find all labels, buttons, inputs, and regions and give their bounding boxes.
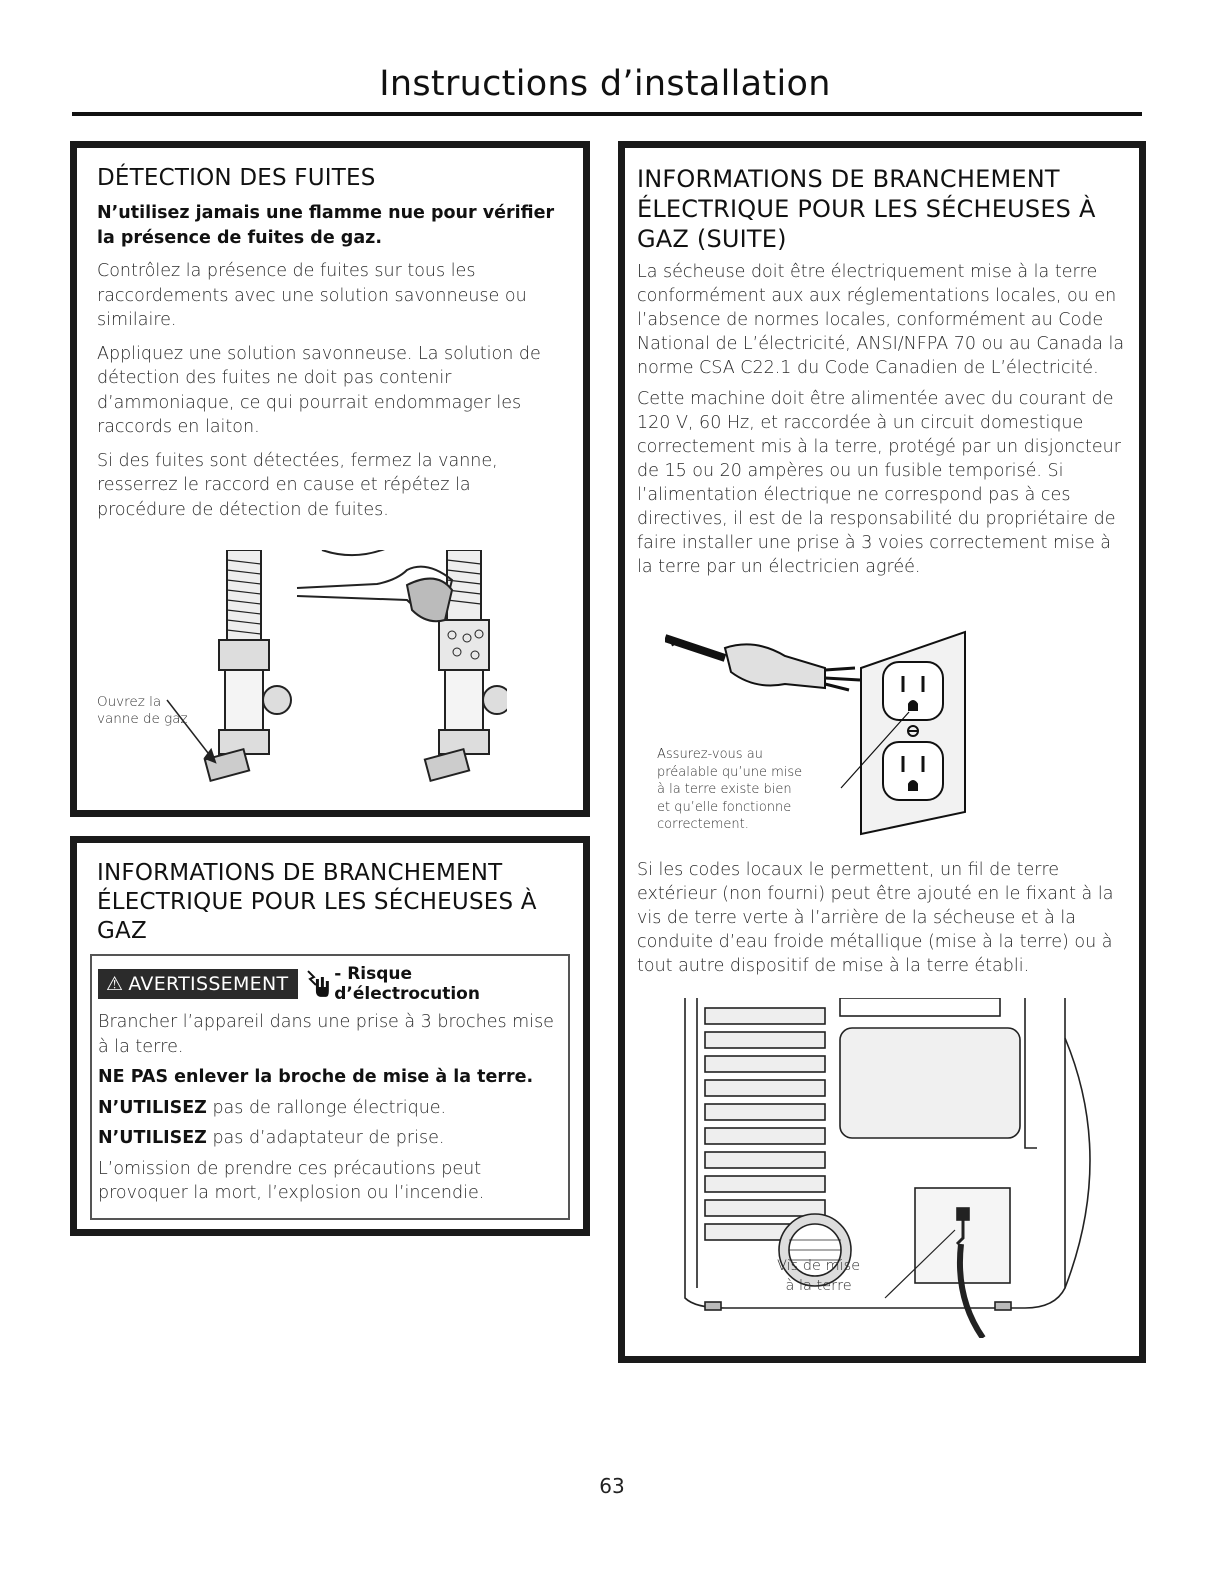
warning-line-3-rest: pas de rallonge électrique.: [206, 1097, 447, 1118]
warning-line-4-bold: N’UTILISEZ: [98, 1128, 207, 1148]
outlet-caption-line2: préalable qu’une mise: [657, 764, 803, 780]
electrical-continued-section: [618, 141, 1146, 1363]
warning-line-3: [98, 1096, 562, 1121]
power-supply-paragraph: Cette machine doit être alimentée avec du courant de 120 V, 60 Hz, et raccordée à un circuit domestique correctement mis à la terre, protégé par un disjoncteur de 15 ou 20 ampères ou un fusible temporisé. Si l’alimentation électrique ne correspond pas à ces directives, il est de la responsabilité du propriétaire de faire installer une prise à 3 voies correctement mise à la terre par un électricien agréé.: [637, 389, 1121, 577]
warning-risk-text: - Risque d’électrocution: [334, 964, 480, 1004]
leak-detection-section: [70, 141, 590, 817]
warning-line-4: [98, 1126, 562, 1151]
page-title: Instructions d’installation: [379, 64, 831, 104]
leak-paragraph-3: Si des fuites sont détectées, fermez la vanne, resserrez le raccord en cause et répétez la procédure de détection de fuites.: [97, 450, 498, 520]
outlet-caption-line1: Assurez-vous au: [657, 747, 763, 762]
ground-screw-caption-line2: à la terre: [785, 1278, 852, 1294]
warning-triangle-icon: ⚠: [106, 973, 124, 995]
electrical-warning-box: [90, 954, 570, 1220]
electrical-section: [70, 836, 590, 1236]
gas-valve-illustration: [107, 550, 507, 800]
valve-caption-line2: vanne de gaz: [97, 711, 188, 727]
title-rule: [72, 112, 1142, 116]
leak-warning: N’utilisez jamais une flamme nue pour vérifier la présence de fuites de gaz.: [97, 203, 555, 248]
outlet-caption-line5: correctement.: [657, 817, 749, 832]
warning-badge: [98, 969, 298, 999]
dryer-back-illustration: [665, 998, 1125, 1338]
electrical-heading: INFORMATIONS DE BRANCHEMENT ÉLECTRIQUE POUR LES SÉCHEUSES À GAZ: [97, 860, 537, 944]
warning-line-3-bold: N’UTILISEZ: [98, 1097, 207, 1118]
valve-caption-line1: Ouvrez la: [97, 694, 162, 710]
warning-line-5: L’omission de prendre ces précautions peut provoquer la mort, l’explosion ou l’incendie.: [98, 1158, 485, 1203]
leak-paragraph-2: Appliquez une solution savonneuse. La solution de détection des fuites ne doit pas contenir d’ammoniaque, ce qui pourrait endommager les raccords en laiton.: [97, 343, 541, 437]
outlet-caption-line4: et qu’elle fonctionne: [657, 799, 792, 815]
warning-label: AVERTISSEMENT: [128, 973, 289, 995]
outlet-caption-line3: à la terre existe bien: [657, 782, 792, 797]
warning-line-2: NE PAS enlever la broche de mise à la terre.: [98, 1067, 534, 1087]
leak-heading: DÉTECTION DES FUITES: [97, 165, 376, 191]
warning-line-1: Brancher l’appareil dans une prise à 3 broches mise à la terre.: [98, 1012, 554, 1057]
outlet-caption: [657, 746, 802, 834]
ground-screw-caption: [777, 1256, 860, 1296]
electric-shock-icon: [306, 969, 330, 999]
page-number: 63: [599, 1474, 625, 1498]
electrical-continued-heading: INFORMATIONS DE BRANCHEMENT ÉLECTRIQUE POUR LES SÉCHEUSES À GAZ (SUITE): [637, 165, 1096, 253]
leak-paragraph-1: Contrôlez la présence de fuites sur tous les raccordements avec une solution savonneuse ou similaire.: [97, 261, 527, 330]
valve-caption: [97, 694, 188, 728]
ground-screw-caption-line1: Vis de mise: [777, 1258, 861, 1274]
grounding-paragraph: La sécheuse doit être électriquement mise à la terre conformément aux aux réglementations locales, ou en l’absence de normes locales, conformément au Code National de L’électricité, ANSI/NFPA 70 ou au Canada la norme CSA C22.1 du Code Canadien de L’électricité.: [637, 262, 1125, 378]
external-ground-paragraph: Si les codes locaux le permettent, un fil de terre extérieur (non fourni) peut être ajouté en le fixant à la vis de terre verte à l’arrière de la sécheuse et à la conduite d’eau froide métallique (mise à la terre) ou à tout autre dispositif de mise à la terre établi.: [637, 860, 1114, 976]
warning-line-4-rest: pas d’adaptateur de prise.: [206, 1128, 445, 1148]
